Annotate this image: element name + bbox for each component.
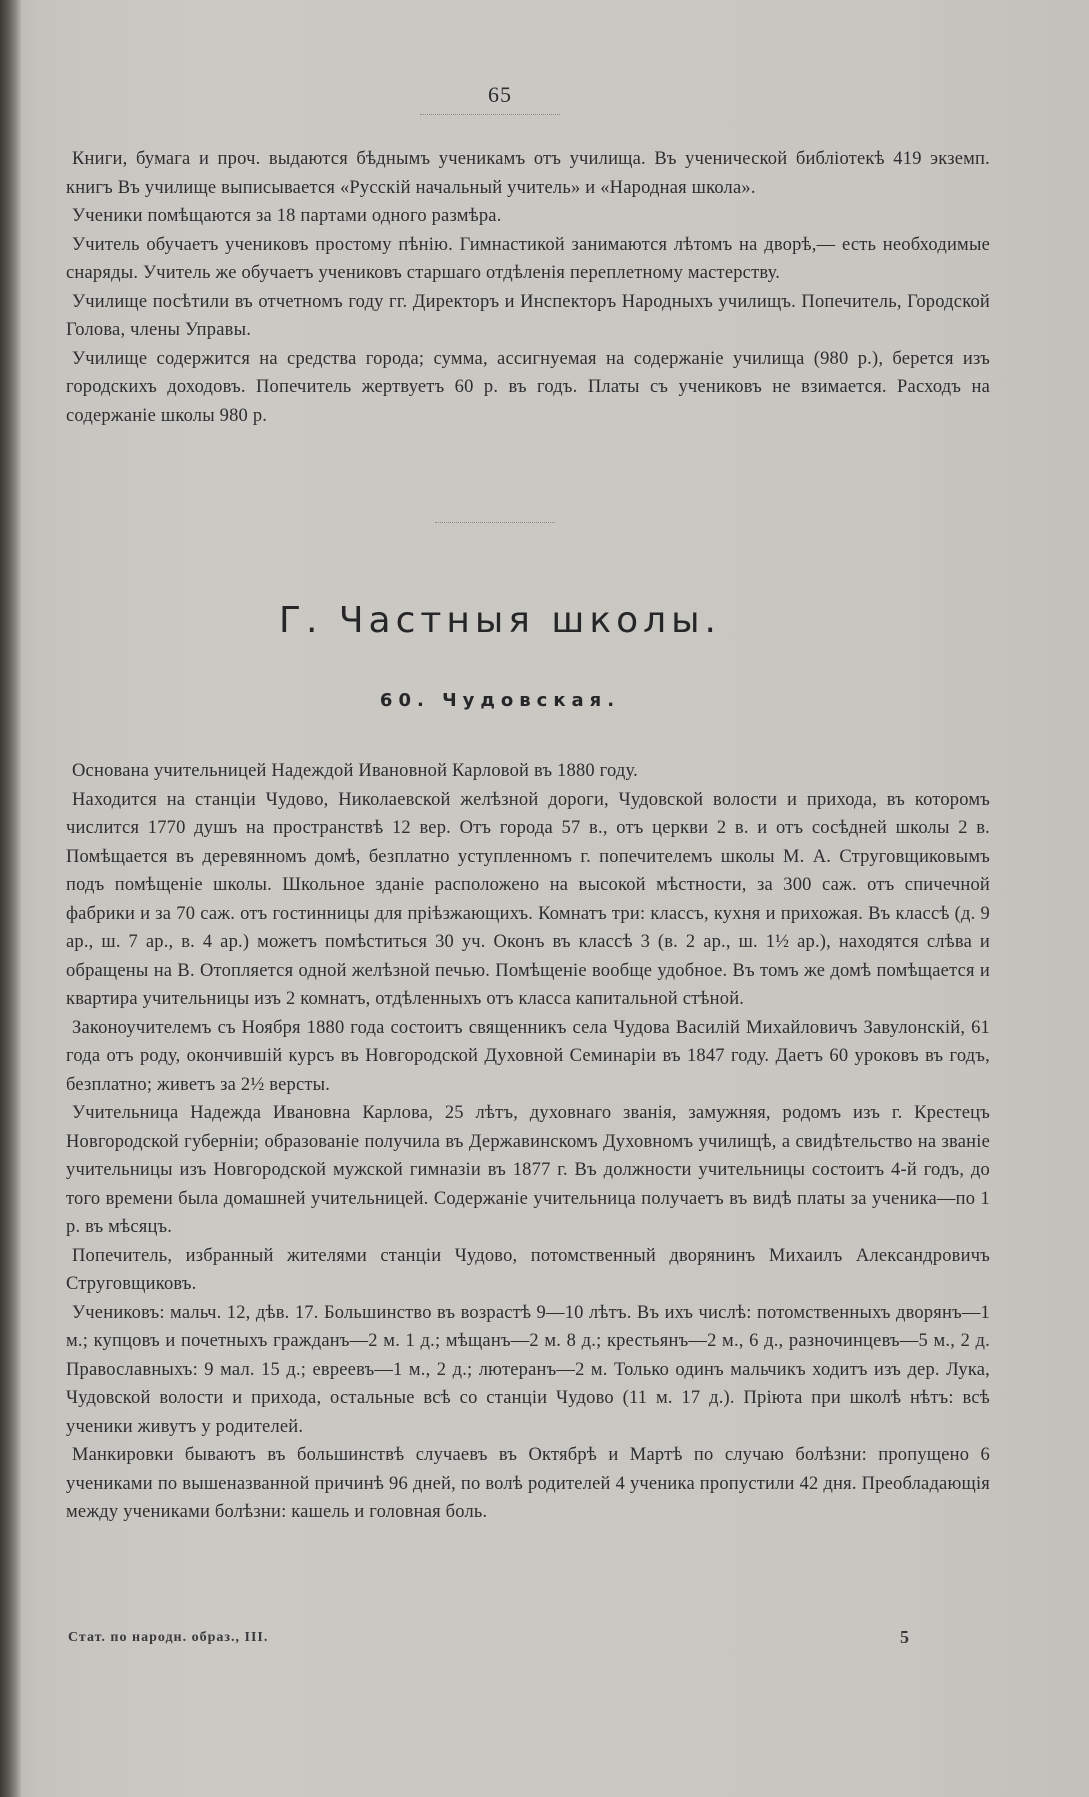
book-spine-shadow (0, 0, 22, 1797)
footer-signature: Стат. по народн. образ., III. (68, 1630, 269, 1645)
paragraph: Основана учительницей Надеждой Ивановной Карловой въ 1880 году. (72, 761, 638, 781)
paragraph: Училище содержится на средства города; сумма, ассигнуемая на содержаніе училища (980 р.), берется изъ городскихъ доходовъ. Попечитель жертвуетъ 60 р. въ годъ. Платы съ учениковъ не взимается. Расходъ на содержаніе школы 980 р. (66, 348, 990, 426)
page-number: 65 (488, 82, 512, 107)
school-text-block (66, 757, 990, 1527)
footer-sheet-number: 5 (900, 1627, 909, 1647)
paragraph: Манкировки бываютъ въ большинствѣ случаевъ въ Октябрѣ и Мартѣ по случаю болѣзни: пропущено 6 учениками по вышеназванной причинѣ 96 дней, по волѣ родителей 4 ученика пропустили 42 дня. Преобладающія между учениками болѣзни: кашель и головная боль. (66, 1445, 990, 1522)
paragraph: Училище посѣтили въ отчетномъ году гг. Директоръ и Инспекторъ Народныхъ училищъ. Попечитель, Городской Голова, члены Управы. (66, 291, 990, 340)
top-text-block (66, 145, 990, 430)
paragraph: Ученики помѣщаются за 18 партами одного размѣра. (72, 206, 502, 226)
school-title: 60. Чудовская. (379, 690, 621, 711)
header-rule (420, 114, 560, 116)
paragraph: Книги, бумага и проч. выдаются бѣднымъ ученикамъ отъ училища. Въ ученической библіотекѣ 419 экземп. книгъ Въ училище выписывается «Русскій начальный учитель» и «Народная школа». (66, 149, 990, 198)
paragraph: Учениковъ: мальч. 12, дѣв. 17. Большинство въ возрастѣ 9—10 лѣтъ. Въ ихъ числѣ: потомственныхъ дворянъ—1 м.; купцовъ и почетныхъ гражданъ—2 м. 1 д.; мѣщанъ—2 м. 8 д.; крестьянъ—2 м., 6 д., разночинцевъ—5 м., 2 д. Православныхъ: 9 мал. 15 д.; евреевъ—1 м., 2 д.; лютеранъ—2 м. Только одинъ мальчикъ ходитъ изъ дер. Лука, Чудовской волости и прихода, остальные всѣ со станціи Чудово (11 м. 17 д.). Пріюта при школѣ нѣтъ: всѣ ученики живутъ у родителей. (66, 1302, 990, 1437)
section-divider (435, 522, 555, 524)
paragraph: Учительница Надежда Ивановна Карлова, 25 лѣтъ, духовнаго званія, замужняя, родомъ изъ г. Крестецъ Новгородской губерніи; образованіе получила въ Державинскомъ Духовномъ училищѣ, а свидѣтельство на званіе учительницы изъ Новгородской мужской гимназіи въ 1877 г. Въ должности учительницы состоитъ 4-й годъ, до того времени была домашней учительницей. Содержаніе учительница получаетъ въ видѣ платы за ученика—по 1 р. въ мѣсяцъ. (66, 1103, 990, 1237)
paragraph: Учитель обучаетъ учениковъ простому пѣнію. Гимнастикой занимаются лѣтомъ на дворѣ,— есть необходимые снаряды. Учитель же обучаетъ учениковъ старшаго отдѣленія переплетному мастерству. (66, 234, 990, 283)
paragraph: Законоучителемъ съ Ноября 1880 года состоитъ священникъ села Чудова Василій Михайловичъ Завулонскій, 61 года отъ роду, окончившій курсъ въ Новгородской Духовной Семинаріи въ 1847 году. Даетъ 60 уроковъ въ годъ, безплатно; живетъ за 2½ версты. (66, 1017, 990, 1095)
paragraph: Находится на станціи Чудово, Николаевской желѣзной дороги, Чудовской волости и прихода, въ которомъ числится 1770 душъ на пространствѣ 12 вер. Отъ города 57 в., отъ церкви 2 в. и отъ сосѣдней школы 2 в. Помѣщается въ деревянномъ домѣ, безплатно уступленномъ г. попечителемъ школы М. А. Струговщиковымъ подъ помѣщеніе школы. Школьное зданіе расположено на высокой мѣстности, за 300 саж. отъ спичечной фабрики и за 70 саж. отъ гостинницы для пріѣзжающихъ. Комнатъ три: классъ, кухня и прихожая. Въ классѣ (д. 9 ар., ш. 7 ар., в. 4 ар.) можетъ помѣститься 30 уч. Оконъ въ классѣ 3 (в. 2 ар., ш. 1½ ар.), находятся слѣва и обращены на В. Отопляется одной желѣзной печью. Помѣщеніе вообще удобное. Въ томъ же домѣ помѣщается и квартира учительницы изъ 2 комнатъ, отдѣленныхъ отъ класса капитальной стѣной. (66, 789, 990, 1009)
paragraph: Попечитель, избранный жителями станціи Чудово, потомственный дворянинъ Михаилъ Александровичъ Струговщиковъ. (66, 1245, 990, 1294)
section-title: Г. Частныя школы. (279, 600, 721, 641)
